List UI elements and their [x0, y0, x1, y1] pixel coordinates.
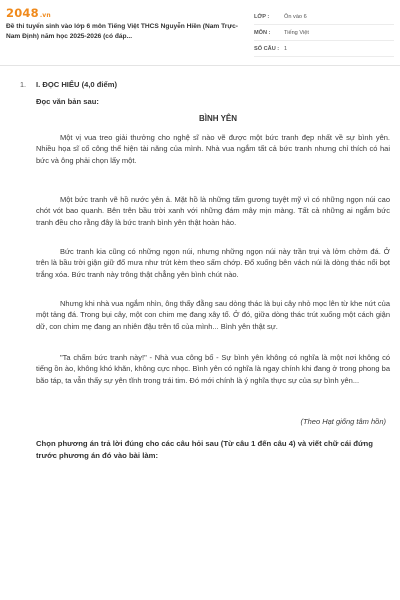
meta-value: 1 [284, 46, 288, 52]
meta-key: MÔN : [254, 30, 271, 36]
read-instruction: Đọc văn bản sau: [36, 97, 99, 106]
meta-value: Tiếng Việt [284, 30, 309, 36]
site-logo[interactable] [6, 6, 51, 20]
passage-paragraph: Bức tranh kia cũng có những ngọn núi, nhưng những ngọn núi này trần trụi và lởm chởm đá. Ở trên là bầu trời giận giữ đổ mưa như trút kèm theo sấm chớp. Đổ xuống bên vách núi là dòng thác nổi bọt trắng xóa. Bức tranh này trông thật chẳng yên bình chút nào. [36, 247, 390, 279]
passage-source: (Theo Hạt giống tâm hồn) [300, 417, 386, 426]
page-header [0, 0, 400, 66]
meta-row-grade [254, 10, 394, 25]
passage-paragraph: "Ta chấm bức tranh này!" - Nhà vua công bố - Sự bình yên không có nghĩa là một nơi không có tiếng ồn ào, không khó khăn, không cực nhọc. Bình yên có nghĩa là ngay chính khi đang ở trong phong ba bão táp, ta vẫn thấy sự yên tĩnh trong trái tim. Đó mới chính là ý nghĩa thực sự của sự bình yên... [36, 353, 390, 385]
document-title: Đề thi tuyển sinh vào lớp 6 môn Tiếng Việt THCS Nguyễn Hiền (Nam Trực-Nam Định) năm học 2025-2026 (có đáp... [6, 23, 238, 40]
meta-value: Ôn vào 6 [284, 14, 307, 20]
section-heading: I. ĐỌC HIỂU (4,0 điểm) [36, 80, 118, 89]
meta-key: SỐ CÂU : [254, 46, 280, 52]
question-instruction: Chọn phương án trả lời đúng cho các câu hỏi sau (Từ câu 1 đến câu 4) và viết chữ cái đứng trước phương án đó vào bài làm: [36, 439, 373, 460]
logo-suffix: .vn [39, 12, 51, 19]
passage-paragraph: Một vị vua treo giải thưởng cho nghệ sĩ nào vẽ được một bức tranh đẹp nhất về sự bình yên. Nhiều họa sĩ cố công thể hiện tài năng của mình. Nhà vua ngắm tất cả bức tranh nhưng chỉ thích có hai bức và ông phải chọn lấy một. [36, 133, 390, 165]
meta-row-count [254, 42, 394, 57]
question-number: 1. [20, 80, 26, 89]
passage-paragraph: Một bức tranh vẽ hồ nước yên ả. Mặt hồ là những tấm gương tuyệt mỹ vì có những ngọn núi cao chót vót bao quanh. Bên trên bầu trời xanh với những đám mây mịn màng. Tất cả những ai ngắm bức tranh đều cho rằng đây là bức tranh bình yên thật hoàn hảo. [36, 195, 390, 227]
meta-key: LỚP : [254, 14, 270, 20]
logo-text: 2048 [6, 6, 39, 20]
passage-title: BÌNH YÊN [198, 114, 238, 123]
meta-row-subject [254, 26, 394, 41]
passage-paragraph: Nhưng khi nhà vua ngắm nhìn, ông thấy đằng sau dòng thác là bụi cây nhỏ mọc lên từ khe nứt của một tảng đá. Trong bụi cây, một con chim mẹ đang xây tổ. Ở đó, giữa dòng thác trút xuống một cách giận dữ, con chim mẹ đang an nhiên đậu trên tổ của mình... Bình yên thật sự. [36, 299, 390, 331]
